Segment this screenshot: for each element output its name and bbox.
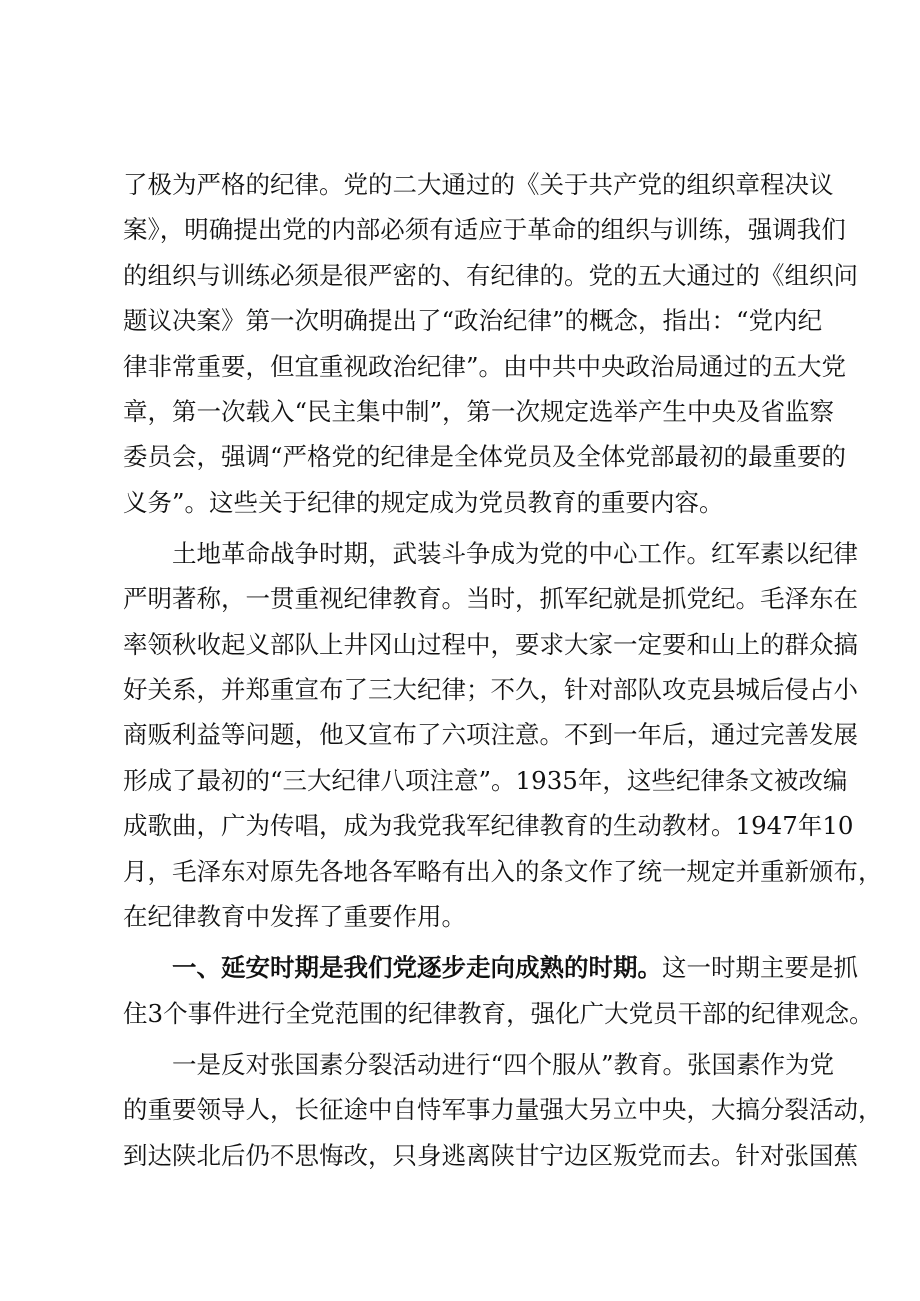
text-line: 好关系，并郑重宣布了三大纪律；不久，针对部队攻克县城后侵占小 xyxy=(123,675,858,705)
text-line: 商贩利益等问题，他又宣布了六项注意。不到一年后，通过完善发展 xyxy=(123,720,858,750)
text-line: 题议决案》第一次明确提出了“政治纪律”的概念，指出：“党内纪 xyxy=(123,306,823,336)
text-line: 月，毛泽东对原先各地各军略有出入的条文作了统一规定并重新颁布， xyxy=(123,856,883,886)
text-line: 委员会，强调“严格党的纪律是全体党员及全体党部最初的最重要的 xyxy=(123,442,847,472)
text-line: 律非常重要，但宜重视政治纪律”。由中共中央政治局通过的五大党 xyxy=(123,351,847,381)
text-line: 成歌曲，广为传唱，成为我党我军纪律教育的生动教材。1947年10 xyxy=(123,811,854,841)
section-heading: 一、延安时期是我们党逐步走向成熟的时期。 xyxy=(172,953,662,983)
text-line: 土地革命战争时期，武装斗争成为党的中心工作。红军素以纪律 xyxy=(172,538,858,568)
paragraph xyxy=(123,945,874,1036)
text-line: 严明著称，一贯重视纪律教育。当时，抓军纪就是抓党纪。毛泽东在 xyxy=(123,584,858,614)
text-line: 的重要领导人，长征途中自恃军事力量强大另立中央，大搞分裂活动， xyxy=(123,1095,883,1125)
text-line: 案》，明确提出党的内部必须有适应于革命的组织与训练，强调我们 xyxy=(123,215,846,245)
paragraph xyxy=(123,162,858,525)
text-line: 率领秋收起义部队上井冈山过程中，要求大家一定要和山上的群众搞 xyxy=(123,629,858,659)
paragraph xyxy=(123,1042,883,1178)
text-line: 到达陕北后仍不思悔改，只身逃离陕甘宁边区叛党而去。针对张国蕉 xyxy=(123,1140,858,1170)
text-line: 一是反对张国素分裂活动进行“四个服从”教育。张国素作为党 xyxy=(172,1049,835,1079)
text-line: 了极为严格的纪律。党的二大通过的《关于共产党的组织章程决议 xyxy=(123,170,834,199)
text-line: 章，第一次载入“民主集中制”，第一次规定选举产生中央及省监察 xyxy=(123,396,835,426)
text-line: 形成了最初的“三大纪律八项注意”。1935年，这些纪律条文被改编 xyxy=(123,765,848,795)
document-body xyxy=(123,162,883,1178)
text-line: 住3个事件进行全党范围的纪律教育，强化广大党员干部的纪律观念。 xyxy=(123,998,874,1028)
text-line: 的组织与训练必须是很严密的、有纪律的。党的五大通过的《组织问 xyxy=(123,260,858,290)
text-line: 在纪律教育中发挥了重要作用。 xyxy=(123,902,466,932)
text-line xyxy=(123,945,858,990)
paragraph xyxy=(123,531,883,940)
text-line: 义务”。这些关于纪律的规定成为党员教育的重要内容。 xyxy=(123,487,724,517)
text-run: 这一时期主要是抓 xyxy=(662,953,858,983)
